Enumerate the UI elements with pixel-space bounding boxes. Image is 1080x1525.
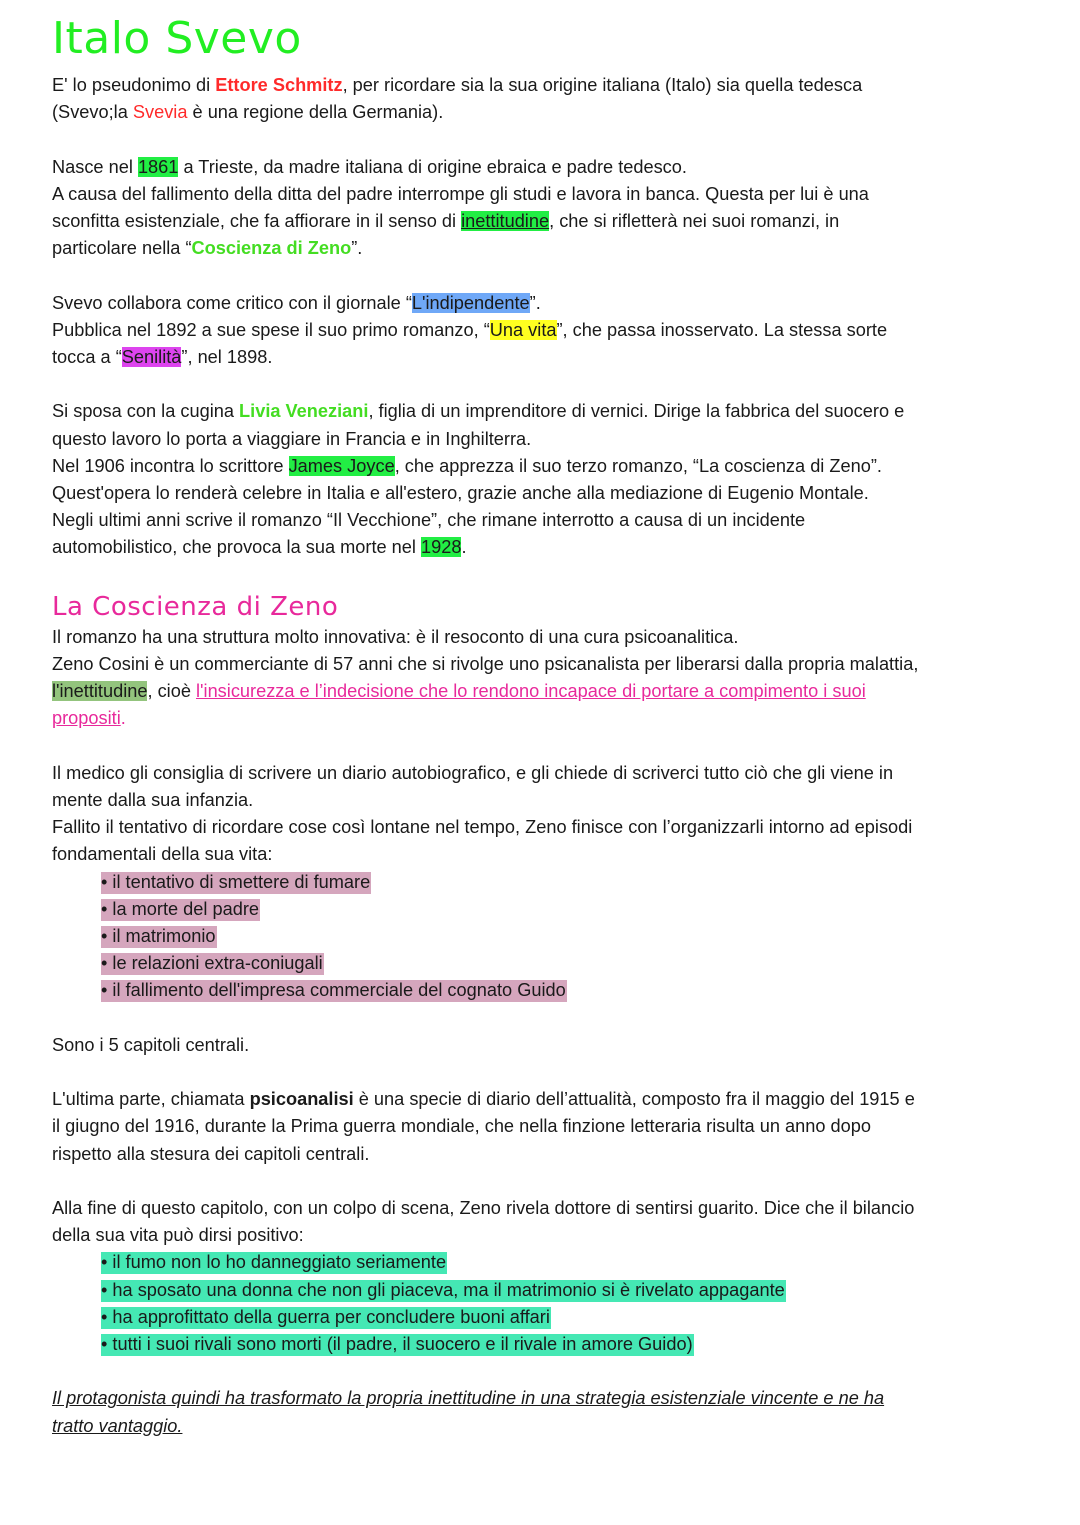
first-novel: Una vita: [489, 319, 557, 340]
list-item: • il tentativo di smettere di fumare: [101, 871, 371, 892]
list-item: • la morte del padre: [101, 898, 260, 919]
death-year: 1928: [421, 537, 462, 558]
list-item: • il fumo non lo ho danneggiato seriamente: [101, 1252, 447, 1273]
zeno-paragraph-5: Alla fine di questo capitolo, con un colpo di scena, Zeno rivela dottore di sentirsi guarito. Dice che il bilancio della sua vita può dirsi positivo:: [52, 1198, 915, 1246]
bio-paragraph-1: E' lo pseudonimo di Ettore Schmitz, per ricordare sia la sua origine italiana (Italo) sia quella tedesca (Svevo;la Svevia è una regione della Germania).: [52, 75, 863, 123]
inettitudine-term: inettitudine: [461, 211, 550, 231]
real-name: Ettore Schmitz: [215, 75, 343, 95]
novel-title: Coscienza di Zeno: [191, 238, 352, 259]
list-item: • ha sposato una donna che non gli piaceva, ma il matrimonio si è rivelato appagante: [101, 1279, 785, 1300]
section-title-coscienza: La Coscienza di Zeno: [52, 591, 339, 622]
list-item: • tutti i suoi rivali sono morti (il padre, il suocero e il rivale in amore Guido): [101, 1334, 693, 1355]
list-item: • il fallimento dell'impresa commerciale del cognato Guido: [101, 980, 566, 1001]
zeno-paragraph-3: Sono i 5 capitoli centrali.: [52, 1034, 250, 1055]
bio-paragraph-2: Nasce nel 1861 a Trieste, da madre italiana di origine ebraica e padre tedesco. A causa del fallimento della ditta del padre interrompe gli studi e lavora in banca. Questa per lui è una sconfitta esistenziale, che fa affiorare in il senso di inettitudine, che si rifletterà nei suoi romanzi, in particolare nella “Coscienza di Zeno”.: [52, 156, 869, 259]
newspaper-name: L'indipendente: [411, 292, 530, 313]
inettitudine-highlight: l'inettitudine: [52, 681, 148, 702]
bio-paragraph-3: Svevo collabora come critico con il giornale “L'indipendente”. Pubblica nel 1892 a sue spese il suo primo romanzo, “Una vita”, che passa inosservato. La stessa sorte tocca a “Senilità”, nel 1898.: [52, 292, 888, 367]
episodes-list: [52, 869, 1032, 1005]
list-item: • ha approfittato della guerra per concludere buoni affari: [101, 1306, 550, 1327]
list-item: • le relazioni extra-coniugali: [101, 953, 323, 974]
psicoanalisi-term: psicoanalisi: [249, 1089, 354, 1110]
definition-text-end: propositi: [52, 708, 121, 729]
document-page: [52, 10, 1032, 1440]
joyce-name: James Joyce: [288, 455, 395, 476]
birth-year: 1861: [137, 156, 179, 177]
positives-list: [52, 1249, 1032, 1358]
list-item: • il matrimonio: [101, 926, 216, 947]
zeno-paragraph-1: Il romanzo ha una struttura molto innovativa: è il resoconto di una cura psicoanalitica. Zeno Cosini è un commerciante di 57 anni che si rivolge uno psicanalista per liberarsi dalla propria malattia, l'inettitudine, cioè l'insicurezza e l’indecisione che lo rendono incapace di portare a compimento i suoi propositi.: [52, 626, 919, 729]
zeno-paragraph-2: Il medico gli consiglia di scrivere un diario autobiografico, e gli chiede di scriverci tutto ciò che gli viene in mente dalla sua infanzia. Fallito il tentativo di ricordare cose così lontane nel tempo, Zeno finisce con l’organizzarli intorno ad episodi fondamentali della sua vita:: [52, 762, 913, 865]
definition-text: l'insicurezza e l’indecisione che lo rendono incapace di portare a compimento i suoi: [196, 681, 866, 702]
svevia-term: Svevia: [132, 102, 188, 123]
page-title: Italo Svevo: [52, 13, 302, 64]
bio-paragraph-4: Si sposa con la cugina Livia Veneziani, figlia di un imprenditore di vernici. Dirige la fabbrica del suocero e questo lavoro lo porta a viaggiare in Francia e in Inghilterra. Nel 1906 incontra lo scrittore James Joyce, che apprezza il suo terzo romanzo, “La coscienza di Zeno”. Quest'opera lo renderà celebre in Italia e all'estero, grazie anche alla mediazione di Eugenio Montale. Negli ultimi anni scrive il romanzo “Il Vecchione”, che rimane interrotto a causa di un incidente automobilistico, che provoca la sua morte nel 1928.: [52, 401, 905, 558]
second-novel: Senilità: [121, 347, 182, 367]
zeno-paragraph-4: L'ultima parte, chiamata psicoanalisi è una specie di diario dell’attualità, composto fra il maggio del 1915 e il giugno del 1916, durante la Prima guerra mondiale, che nella finzione letteraria risulta un anno dopo rispetto alla stesura dei capitoli centrali.: [52, 1089, 915, 1164]
conclusion: Il protagonista quindi ha trasformato la propria inettitudine in una strategia esistenziale vincente e ne ha tratto vantaggio.: [52, 1388, 885, 1436]
wife-name: Livia Veneziani: [239, 401, 369, 422]
